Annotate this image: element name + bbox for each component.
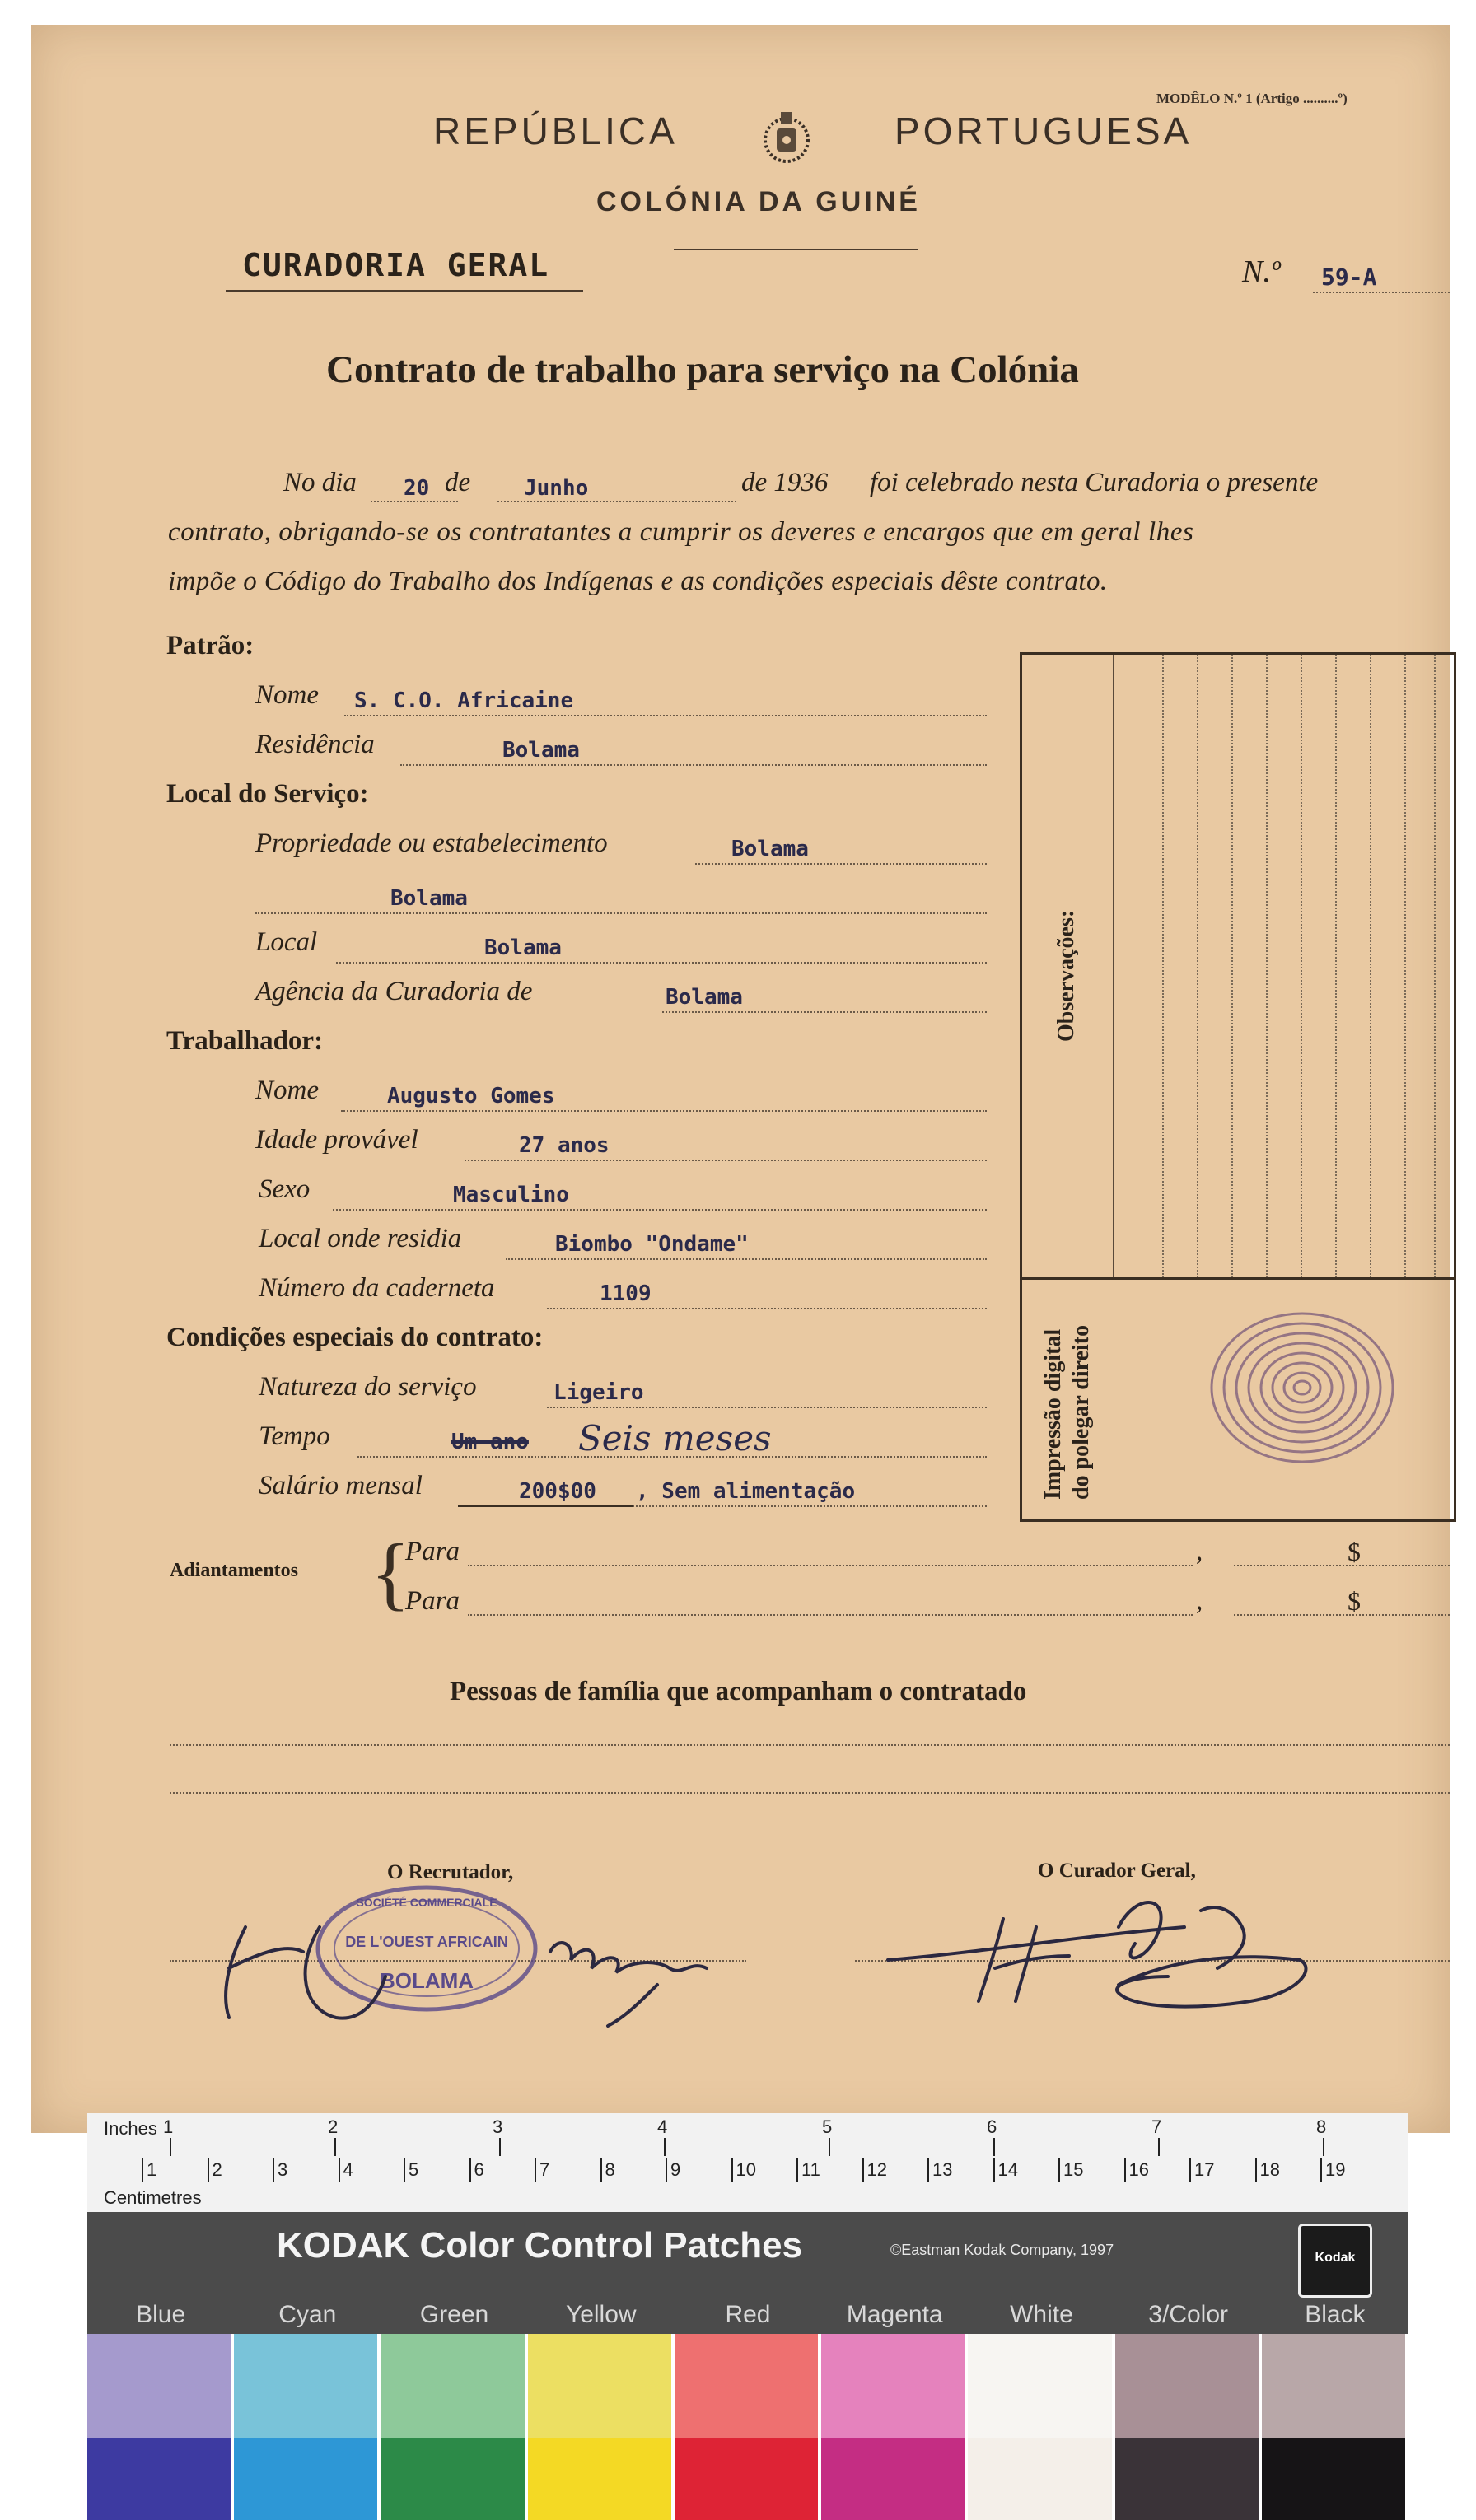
portuguesa-text: PORTUGUESA bbox=[894, 110, 1193, 152]
tempo-handwritten-value: Seis meses bbox=[578, 1418, 772, 1458]
curadoria-label: CURADORIA GERAL bbox=[242, 247, 550, 283]
obs-rule bbox=[1162, 655, 1164, 1277]
patch-name: 3/Color bbox=[1148, 2301, 1229, 2328]
color-patch-bottom bbox=[1262, 2438, 1405, 2520]
model-number: MODÊLO N.º 1 (Artigo ..........º) bbox=[1156, 91, 1348, 106]
residia-label: Local onde residia bbox=[259, 1224, 462, 1253]
dollar-sign-2: $ bbox=[1348, 1586, 1361, 1616]
para-label-2: Para bbox=[405, 1586, 460, 1616]
color-patch-top bbox=[821, 2334, 965, 2438]
inch-number: 2 bbox=[328, 2116, 339, 2137]
patch-name: Yellow bbox=[565, 2301, 637, 2328]
agencia-label: Agência da Curadoria de bbox=[255, 977, 533, 1006]
patrao-residencia-value: Bolama bbox=[502, 738, 580, 763]
condicoes-heading: Condições especiais do contrato: bbox=[166, 1323, 544, 1352]
color-patch-top bbox=[675, 2334, 818, 2438]
familia-dots-1 bbox=[170, 1744, 1450, 1746]
cm-tick bbox=[1189, 2158, 1191, 2182]
agencia-value: Bolama bbox=[666, 985, 743, 1010]
intro-rest: foi celebrado nesta Curadoria o presente bbox=[870, 468, 1319, 497]
inch-tick bbox=[993, 2138, 995, 2156]
curador-signature bbox=[871, 1878, 1333, 2034]
cm-tick bbox=[862, 2158, 864, 2182]
inch-number: 1 bbox=[163, 2116, 174, 2137]
cm-tick bbox=[1255, 2158, 1257, 2182]
cm-tick bbox=[208, 2158, 209, 2182]
intro-dia-value: 20 bbox=[404, 476, 430, 501]
inches-label: Inches bbox=[104, 2118, 157, 2139]
cm-number: 5 bbox=[409, 2159, 419, 2180]
intro-line-2: contrato, obrigando-se os contratantes a cumprir os deveres e encargos que em geral lhes bbox=[168, 517, 1194, 547]
cm-number: 17 bbox=[1194, 2159, 1215, 2180]
patch-name: Green bbox=[419, 2301, 489, 2328]
patrao-nome-label: Nome bbox=[255, 680, 319, 710]
number-label: N.º bbox=[1242, 254, 1281, 289]
color-patch-top bbox=[87, 2334, 231, 2438]
cm-tick bbox=[1058, 2158, 1060, 2182]
cm-number: 11 bbox=[801, 2159, 820, 2180]
sexo-value: Masculino bbox=[453, 1183, 569, 1207]
color-patch-bottom bbox=[234, 2438, 377, 2520]
para-comma-1: , bbox=[1196, 1537, 1203, 1566]
cm-number: 2 bbox=[212, 2159, 222, 2180]
cm-tick bbox=[339, 2158, 340, 2182]
inch-number: 5 bbox=[822, 2116, 833, 2137]
patch-name: Black bbox=[1305, 2301, 1366, 2328]
color-patch-bottom bbox=[968, 2438, 1111, 2520]
cm-number: 13 bbox=[932, 2159, 953, 2180]
stamp-bottom-text: BOLAMA bbox=[379, 1968, 474, 1993]
trabalhador-heading: Trabalhador: bbox=[166, 1026, 324, 1056]
color-patch-top bbox=[1262, 2334, 1405, 2438]
cm-tick bbox=[273, 2158, 274, 2182]
color-patch-bottom bbox=[675, 2438, 818, 2520]
cm-number: 19 bbox=[1325, 2159, 1346, 2180]
stamp-mid-text: DE L'OUEST AFRICAIN bbox=[345, 1934, 508, 1950]
intro-no-dia: No dia bbox=[283, 468, 357, 497]
cm-tick bbox=[142, 2158, 143, 2182]
cm-tick bbox=[600, 2158, 602, 2182]
local-value: Bolama bbox=[484, 936, 562, 960]
trabalhador-nome-value: Augusto Gomes bbox=[387, 1084, 555, 1108]
cm-tick bbox=[469, 2158, 471, 2182]
observations-separator bbox=[1113, 655, 1114, 1277]
idade-label: Idade provável bbox=[255, 1125, 418, 1155]
trabalhador-nome-dots bbox=[341, 1110, 987, 1112]
obs-rule bbox=[1231, 655, 1233, 1277]
caderneta-dots bbox=[547, 1308, 987, 1309]
cm-number: 1 bbox=[147, 2159, 157, 2180]
familia-heading: Pessoas de família que acompanham o contratado bbox=[450, 1677, 1027, 1706]
inch-number: 6 bbox=[987, 2116, 997, 2137]
obs-rule bbox=[1370, 655, 1371, 1277]
color-patch-top bbox=[381, 2334, 524, 2438]
residia-dots bbox=[506, 1258, 987, 1260]
natureza-value: Ligeiro bbox=[554, 1380, 644, 1405]
kodak-color-control-strip bbox=[87, 2113, 1408, 2520]
amount-dots-2 bbox=[1234, 1614, 1450, 1616]
patrao-heading: Patrão: bbox=[166, 631, 255, 660]
cm-tick bbox=[993, 2158, 995, 2182]
kodak-title: KODAK Color Control Patches bbox=[277, 2225, 803, 2266]
cm-tick bbox=[535, 2158, 536, 2182]
cm-tick bbox=[731, 2158, 733, 2182]
amount-dots-1 bbox=[1234, 1565, 1450, 1566]
inch-tick bbox=[664, 2138, 666, 2156]
mes-dots bbox=[497, 501, 736, 502]
agencia-dots bbox=[662, 1011, 987, 1013]
cm-number: 9 bbox=[670, 2159, 681, 2180]
color-patch-top bbox=[234, 2334, 377, 2438]
dollar-sign-1: $ bbox=[1348, 1537, 1361, 1566]
caderneta-value: 1109 bbox=[600, 1281, 652, 1306]
trabalhador-nome-label: Nome bbox=[255, 1076, 319, 1105]
kodak-logo-text: Kodak bbox=[1315, 2251, 1356, 2265]
adiantamentos-label: Adiantamentos bbox=[170, 1560, 299, 1581]
patrao-nome-value: S. C.O. Africaine bbox=[354, 688, 574, 713]
obs-rule bbox=[1301, 655, 1302, 1277]
cm-tick bbox=[927, 2158, 929, 2182]
thumbprint-icon bbox=[1195, 1297, 1409, 1478]
cm-number: 18 bbox=[1259, 2159, 1280, 2180]
curador-label: O Curador Geral, bbox=[1038, 1860, 1196, 1882]
colonia-text: COLÓNIA DA GUINÉ bbox=[596, 186, 921, 217]
propriedade-value: Bolama bbox=[731, 837, 809, 861]
patch-name: White bbox=[1010, 2301, 1073, 2328]
obs-rule bbox=[1404, 655, 1406, 1277]
color-patch-top bbox=[1115, 2334, 1259, 2438]
propriedade-label: Propriedade ou estabelecimento bbox=[255, 828, 608, 858]
para-dots-1 bbox=[468, 1565, 1193, 1566]
header-rule bbox=[674, 249, 918, 250]
patch-name: Red bbox=[725, 2301, 771, 2328]
obs-rule bbox=[1335, 655, 1337, 1277]
inch-tick bbox=[499, 2138, 501, 2156]
tempo-label: Tempo bbox=[259, 1421, 330, 1451]
recrutador-signature bbox=[196, 1894, 773, 2034]
obs-rule bbox=[1434, 655, 1436, 1277]
cm-tick bbox=[796, 2158, 798, 2182]
curadoria-underline bbox=[226, 290, 583, 292]
cm-number: 10 bbox=[736, 2159, 756, 2180]
inch-tick bbox=[1158, 2138, 1160, 2156]
salario-value: 200$00 bbox=[519, 1479, 596, 1504]
dia-dots bbox=[371, 501, 458, 502]
color-patch-top bbox=[968, 2334, 1111, 2438]
caderneta-label: Número da caderneta bbox=[259, 1273, 495, 1303]
para-comma-2: , bbox=[1196, 1586, 1203, 1616]
tempo-dots bbox=[357, 1456, 987, 1458]
cm-tick bbox=[1124, 2158, 1126, 2182]
kodak-title-bar bbox=[87, 2212, 1408, 2334]
inch-number: 8 bbox=[1316, 2116, 1327, 2137]
cm-number: 12 bbox=[866, 2159, 887, 2180]
color-patch-top bbox=[528, 2334, 671, 2438]
salario-label: Salário mensal bbox=[259, 1471, 423, 1500]
inch-tick bbox=[170, 2138, 171, 2156]
sexo-dots bbox=[333, 1209, 987, 1211]
obs-rule bbox=[1266, 655, 1268, 1277]
propriedade-value-2: Bolama bbox=[390, 886, 468, 911]
tempo-struck-value: Um ano bbox=[451, 1430, 529, 1454]
color-patch-bottom bbox=[528, 2438, 671, 2520]
patch-name: Cyan bbox=[278, 2301, 337, 2328]
number-value: 59-A bbox=[1321, 264, 1377, 291]
patrao-nome-dots bbox=[344, 715, 987, 716]
observacoes-label: Observações: bbox=[1053, 909, 1079, 1042]
observations-box bbox=[1020, 652, 1456, 1522]
kodak-copyright: ©Eastman Kodak Company, 1997 bbox=[890, 2242, 1114, 2258]
intro-line-3: impõe o Código do Trabalho dos Indígenas e as condições especiais dêste contrato. bbox=[168, 567, 1108, 596]
propriedade-dots bbox=[695, 863, 987, 865]
impressao-label-2: do polegar direito bbox=[1068, 1324, 1094, 1500]
centimetres-label: Centimetres bbox=[104, 2187, 202, 2208]
ruler bbox=[87, 2113, 1408, 2214]
patrao-residencia-dots bbox=[400, 764, 987, 766]
servico-heading: Local do Serviço: bbox=[166, 779, 369, 809]
inch-tick bbox=[334, 2138, 336, 2156]
number-dots bbox=[1313, 292, 1450, 293]
patch-name: Magenta bbox=[846, 2301, 943, 2328]
local-label: Local bbox=[255, 927, 318, 957]
cm-number: 6 bbox=[474, 2159, 484, 2180]
local-dots bbox=[336, 962, 987, 964]
intro-year: de 1936 bbox=[741, 468, 829, 497]
cm-number: 7 bbox=[539, 2159, 550, 2180]
salario-underline bbox=[458, 1505, 633, 1507]
para-label-1: Para bbox=[405, 1537, 460, 1566]
salario-dots bbox=[633, 1505, 987, 1507]
kodak-logo-icon bbox=[1298, 2224, 1372, 2298]
cm-tick bbox=[666, 2158, 667, 2182]
cm-tick bbox=[404, 2158, 405, 2182]
salario-extra: , Sem alimentação bbox=[636, 1479, 856, 1504]
residia-value: Biombo "Ondame" bbox=[555, 1232, 749, 1257]
recrutador-label: O Recrutador, bbox=[387, 1861, 514, 1883]
intro-mes-value: Junho bbox=[524, 476, 589, 501]
cm-number: 14 bbox=[997, 2159, 1018, 2180]
para-dots-2 bbox=[468, 1614, 1193, 1616]
impressao-label-1: Impressão digital bbox=[1040, 1328, 1066, 1500]
natureza-label: Natureza do serviço bbox=[259, 1372, 477, 1402]
inch-tick bbox=[829, 2138, 830, 2156]
intro-de: de bbox=[445, 468, 471, 497]
idade-value: 27 anos bbox=[519, 1133, 610, 1158]
stamp-top-text: SOCIÉTÉ COMMERCIALE bbox=[356, 1896, 497, 1909]
inch-number: 7 bbox=[1151, 2116, 1162, 2137]
republica-text: REPÚBLICA bbox=[433, 110, 678, 152]
cm-number: 3 bbox=[278, 2159, 288, 2180]
propriedade-dots-2 bbox=[255, 912, 987, 914]
color-patch-bottom bbox=[381, 2438, 524, 2520]
natureza-dots bbox=[547, 1407, 987, 1408]
coat-of-arms-icon bbox=[756, 107, 817, 168]
familia-dots-2 bbox=[170, 1792, 1450, 1794]
sexo-label: Sexo bbox=[259, 1174, 311, 1204]
fingerprint-divider bbox=[1022, 1277, 1454, 1280]
color-patch-bottom bbox=[87, 2438, 231, 2520]
color-patch-bottom bbox=[1115, 2438, 1259, 2520]
cm-tick bbox=[1320, 2158, 1322, 2182]
obs-rule bbox=[1197, 655, 1198, 1277]
color-patch-bottom bbox=[821, 2438, 965, 2520]
patrao-residencia-label: Residência bbox=[255, 730, 375, 759]
cm-number: 15 bbox=[1063, 2159, 1084, 2180]
idade-dots bbox=[465, 1160, 987, 1161]
adiantamentos-brace: { bbox=[371, 1527, 410, 1618]
inch-number: 4 bbox=[657, 2116, 668, 2137]
cm-number: 8 bbox=[605, 2159, 615, 2180]
document-title: Contrato de trabalho para serviço na Colónia bbox=[326, 348, 1079, 391]
patch-name: Blue bbox=[136, 2301, 186, 2328]
cm-number: 16 bbox=[1128, 2159, 1149, 2180]
inch-number: 3 bbox=[493, 2116, 503, 2137]
document-page bbox=[31, 25, 1450, 2133]
cm-number: 4 bbox=[343, 2159, 353, 2180]
inch-tick bbox=[1323, 2138, 1324, 2156]
